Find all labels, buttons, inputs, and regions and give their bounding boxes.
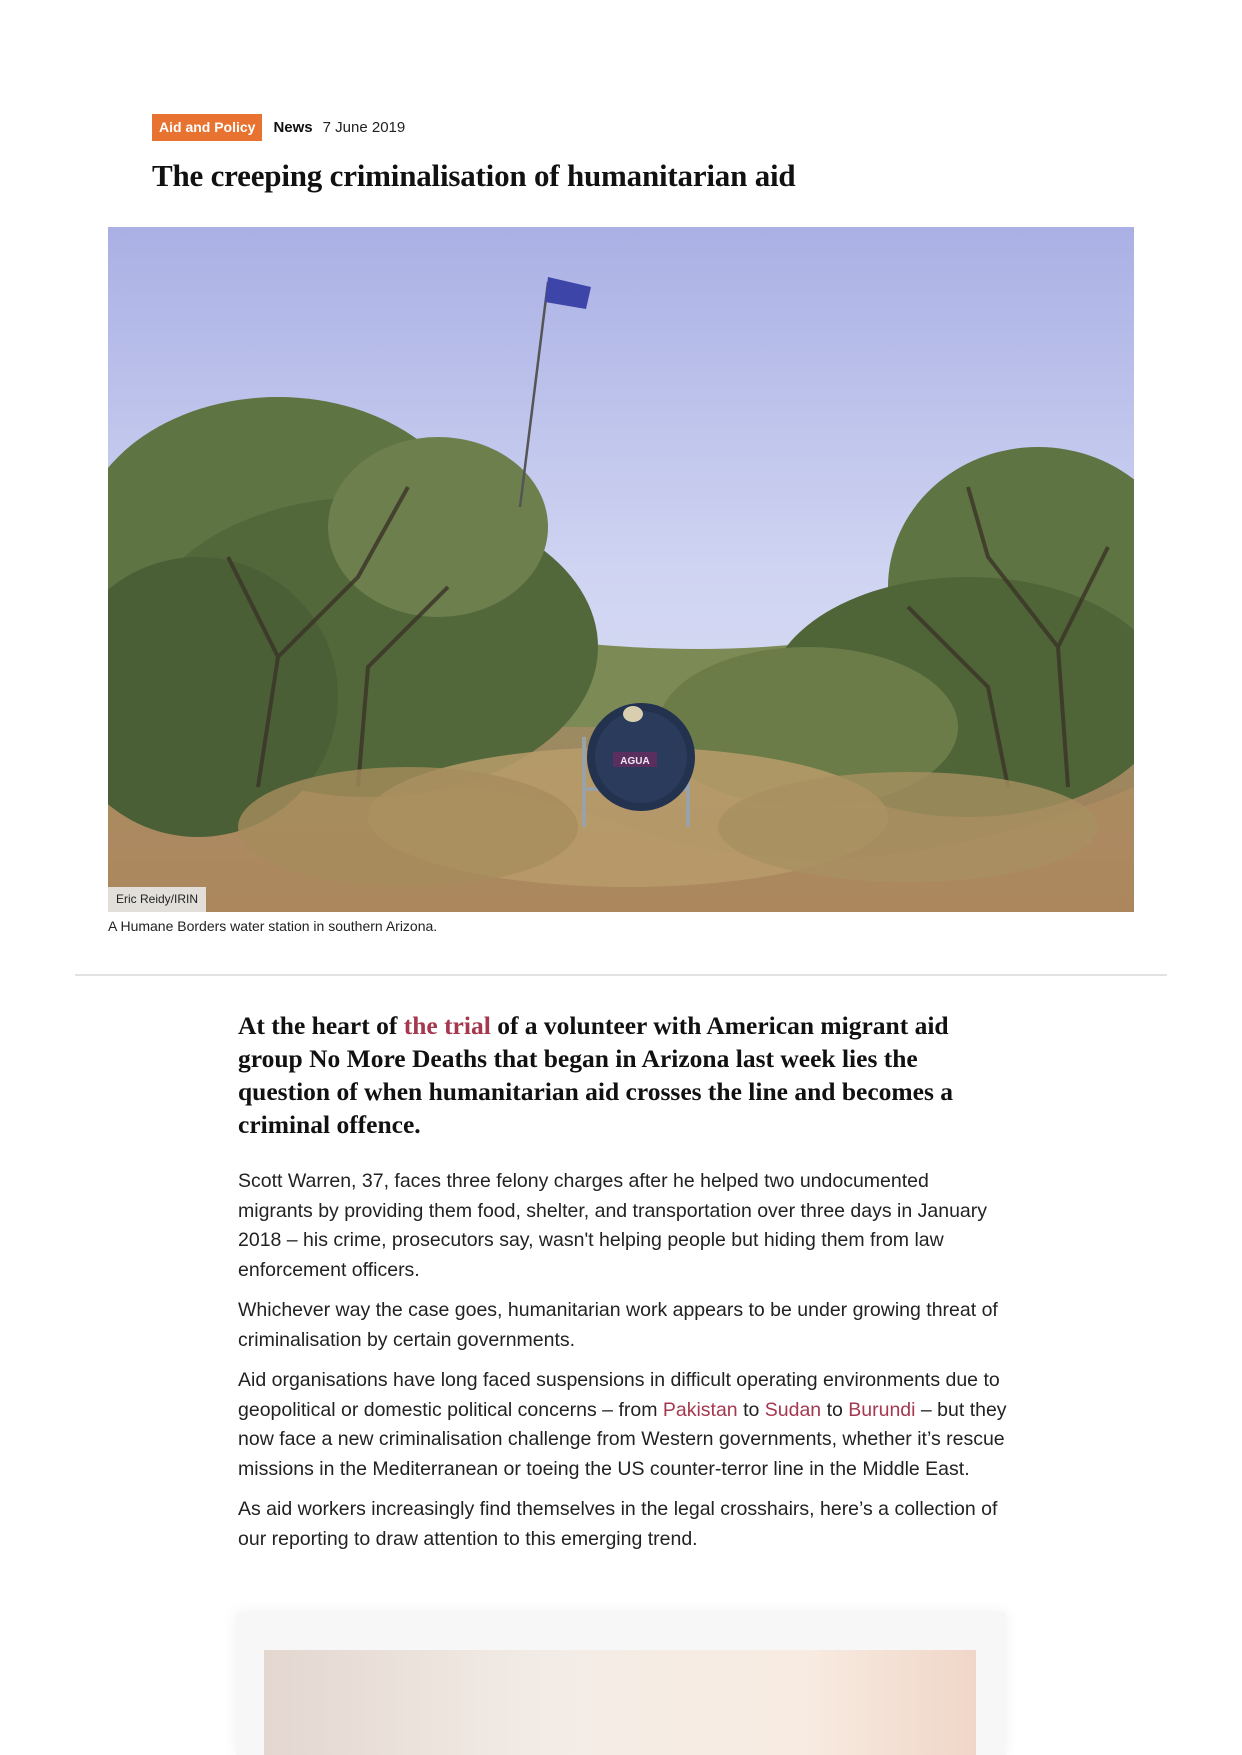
hero-image (108, 227, 1134, 912)
related-story-card[interactable] (236, 1612, 1006, 1755)
paragraph-4: As aid workers increasingly find themselves in the legal crosshairs, here’s a collection of our reporting to draw attention to this emerging trend. (238, 1498, 998, 1550)
image-caption: A Humane Borders water station in southern Arizona. (108, 918, 438, 934)
burundi-link[interactable]: Burundi (848, 1398, 916, 1421)
related-story-image[interactable] (264, 1650, 976, 1755)
sudan-link[interactable]: Sudan (764, 1398, 822, 1421)
article-meta (152, 114, 405, 141)
hero-photo (108, 227, 1134, 912)
section-label[interactable]: News (273, 119, 313, 136)
paragraph-1: Scott Warren, 37, faces three felony charges after he helped two undocumented migrants by providing them food, shelter, and transportation over three days in January 2018 – his crime, prosecutors say, wasn't helping people but hiding them from law enforcement officers. (238, 1170, 987, 1281)
publish-date: 7 June 2019 (322, 119, 406, 136)
lead-paragraph: At the heart of the trial of a volunteer with American migrant aid group No More Deaths that began in Arizona last week lies the question of when humanitarian aid crosses the line and becomes a criminal offence. (238, 1011, 954, 1139)
paragraph-2: Whichever way the case goes, humanitarian work appears to be under growing threat of criminalisation by certain governments. (238, 1299, 998, 1351)
svg-text:AGUA: AGUA (620, 756, 650, 767)
page-title: The creeping criminalisation of humanitarian aid (152, 158, 796, 193)
trial-link[interactable]: the trial (403, 1011, 491, 1040)
paragraph-3: Aid organisations have long faced suspensions in difficult operating environments due to geopolitical or domestic political concerns – from Pakistan to Sudan to Burundi – but they now face a new criminalisation challenge from Western governments, whether it’s rescue missions in the Mediterranean or toeing the US counter-terror line in the Middle East. (238, 1369, 1007, 1480)
article-body (238, 1009, 1008, 1565)
category-tag[interactable]: Aid and Policy (152, 114, 262, 141)
divider (75, 974, 1167, 976)
pakistan-link[interactable]: Pakistan (662, 1398, 738, 1421)
photo-credit: Eric Reidy/IRIN (108, 887, 206, 912)
